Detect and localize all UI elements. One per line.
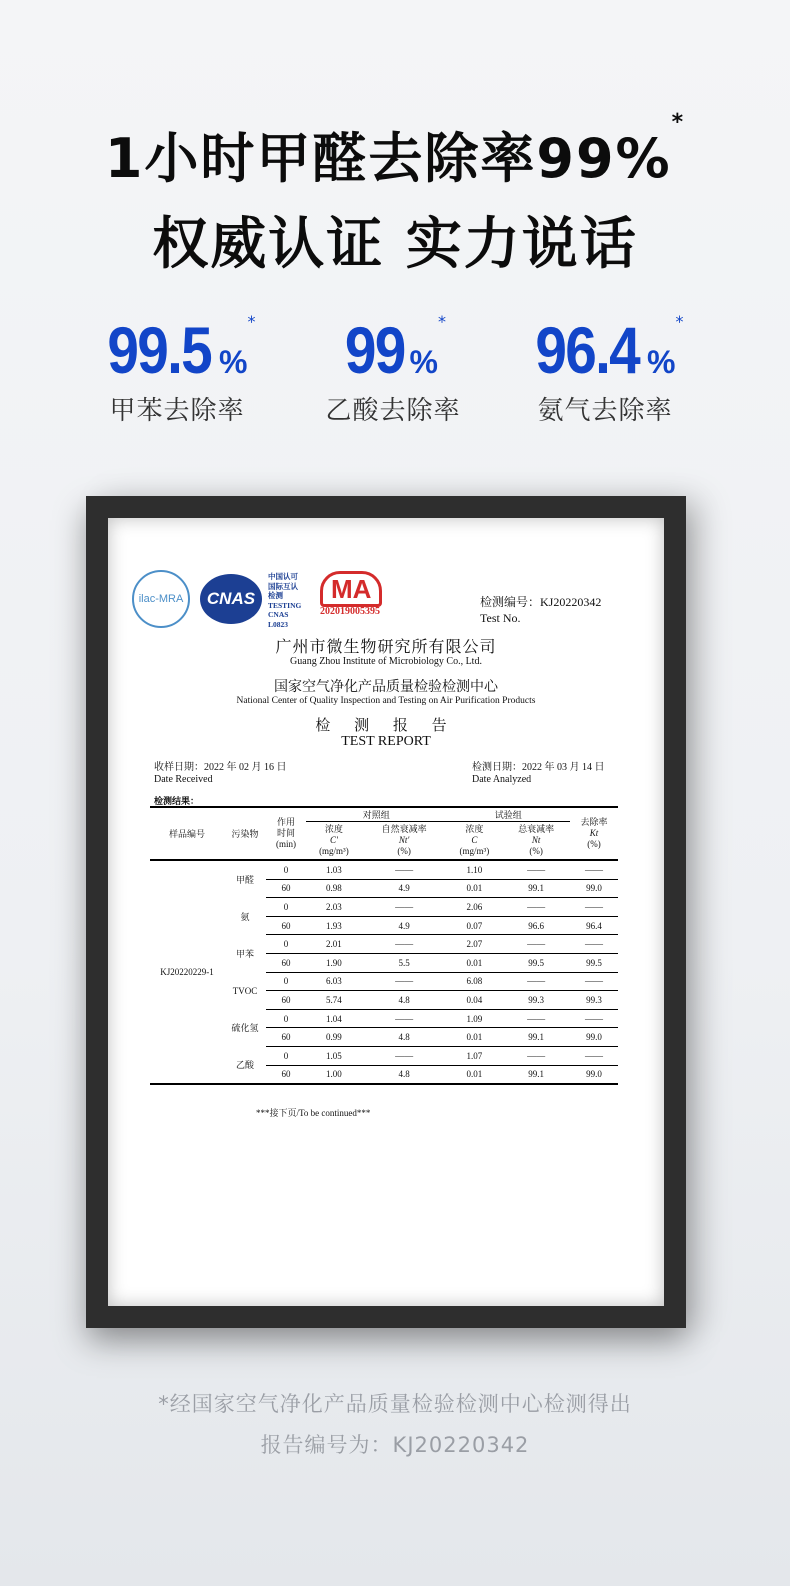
table-cell: —— xyxy=(362,898,447,917)
org-name-cn: 广州市微生物研究所有限公司 xyxy=(275,639,497,656)
header-sample: 样品编号 xyxy=(150,807,224,860)
table-cell: 2.01 xyxy=(306,935,362,954)
table-cell: 1.10 xyxy=(446,860,502,879)
headline-asterisk: * xyxy=(671,110,686,135)
table-cell: —— xyxy=(362,935,447,954)
table-cell: 60 xyxy=(266,953,306,972)
table-cell: —— xyxy=(502,898,570,917)
pollutant-cell: 甲醛 xyxy=(224,860,266,898)
table-cell: 99.5 xyxy=(570,953,618,972)
stat-mark: * xyxy=(437,312,446,331)
table-cell: 99.3 xyxy=(502,991,570,1010)
table-cell: —— xyxy=(570,1046,618,1065)
stat-label: 氨气去除率 xyxy=(537,396,673,426)
table-cell: 0 xyxy=(266,972,306,991)
stat-mark: * xyxy=(247,312,256,331)
table-cell: —— xyxy=(570,860,618,879)
stat-label: 乙酸去除率 xyxy=(325,396,461,426)
header-total-decay: 总衰减率 Nt (%) xyxy=(518,824,555,856)
pollutant-cell: 甲苯 xyxy=(235,948,254,959)
table-cell: 60 xyxy=(266,1065,306,1084)
table-cell: —— xyxy=(570,972,618,991)
table-cell: —— xyxy=(362,860,447,879)
table-cell: —— xyxy=(502,1009,570,1028)
date-analyzed: 检测日期：2022 年 03 月 14 日 Date Analyzed xyxy=(472,762,605,785)
cma-registration: 202019005395 xyxy=(320,606,380,617)
table-cell: 0.04 xyxy=(446,991,502,1010)
table-header-groups xyxy=(150,807,618,822)
table-cell: 99.1 xyxy=(502,1065,570,1084)
table-cell: 60 xyxy=(266,1028,306,1047)
stat-value: 99.5 xyxy=(106,313,211,387)
stat-label: 甲苯去除率 xyxy=(109,396,245,426)
header-natural-decay: 自然衰减率 Nt' (%) xyxy=(381,824,427,856)
table-cell: 99.1 xyxy=(502,879,570,898)
stat-unit: % xyxy=(219,344,248,380)
table-cell: 0 xyxy=(266,898,306,917)
report-title-en: TEST REPORT xyxy=(341,734,431,749)
table-cell: 96.6 xyxy=(502,916,570,935)
table-row xyxy=(150,860,618,879)
table-cell: 60 xyxy=(266,879,306,898)
results-table xyxy=(150,806,618,1085)
header-test-group: 试验组 xyxy=(446,807,570,822)
pollutant-cell: 氨 xyxy=(240,911,250,922)
table-cell: 2.06 xyxy=(446,898,502,917)
headline-line1: 1小时甲醛去除率99%* xyxy=(104,110,686,190)
stat-unit: % xyxy=(409,344,438,380)
header-control-group: 对照组 xyxy=(306,807,446,822)
table-cell: 5.5 xyxy=(362,953,447,972)
table-cell: 0.07 xyxy=(446,916,502,935)
ilac-mra-logo: ilac-MRA xyxy=(132,570,190,628)
table-cell: 0 xyxy=(266,860,306,879)
report-number: 检测编号：KJ20220342 Test No. xyxy=(480,595,602,625)
stat-toluene xyxy=(52,312,302,427)
pollutant-cell: 乙酸 xyxy=(224,1046,266,1084)
table-cell: 0.99 xyxy=(306,1028,362,1047)
table-cell: —— xyxy=(362,972,447,991)
table-cell: 1.09 xyxy=(446,1009,502,1028)
table-cell: 0.01 xyxy=(446,879,502,898)
table-cell: 4.8 xyxy=(362,1065,447,1084)
test-report-document xyxy=(108,518,664,1306)
cma-logo xyxy=(320,574,382,617)
cnas-caption: 中国认可 国际互认 检测 TESTING CNAS L0823 xyxy=(268,572,302,629)
table-cell: 99.3 xyxy=(570,991,618,1010)
pollutant-cell: TVOC xyxy=(232,985,258,996)
table-cell: 99.0 xyxy=(570,1028,618,1047)
stat-value: 96.4 xyxy=(534,313,639,387)
table-cell: —— xyxy=(502,1046,570,1065)
table-cell: 4.8 xyxy=(362,991,447,1010)
table-cell: —— xyxy=(570,1009,618,1028)
header-removal: 去除率 Kt (%) xyxy=(570,807,618,860)
table-cell: 1.90 xyxy=(306,953,362,972)
stat-value: 99 xyxy=(344,313,405,387)
pollutant-cell: 硫化氢 xyxy=(231,1023,259,1034)
table-cell: 1.04 xyxy=(306,1009,362,1028)
table-cell: 0 xyxy=(266,1009,306,1028)
footnote-report-number: 报告编号为：KJ20220342 xyxy=(260,1433,530,1457)
picture-frame xyxy=(86,496,686,1328)
table-cell: 6.03 xyxy=(306,972,362,991)
report-title-cn: 检 测 报 告 xyxy=(315,718,457,734)
table-cell: 0 xyxy=(266,1046,306,1065)
table-cell: 4.9 xyxy=(362,879,447,898)
table-cell: 96.4 xyxy=(570,916,618,935)
table-cell: 99.0 xyxy=(570,1065,618,1084)
table-cell: 1.05 xyxy=(306,1046,362,1065)
footnote-source: *经国家空气净化产品质量检验检测中心检测得出 xyxy=(158,1392,632,1416)
table-cell: —— xyxy=(570,935,618,954)
table-cell: 60 xyxy=(266,991,306,1010)
table-cell: 5.74 xyxy=(306,991,362,1010)
table-cell: 0.01 xyxy=(446,1028,502,1047)
table-cell: 1.00 xyxy=(306,1065,362,1084)
table-cell: 2.03 xyxy=(306,898,362,917)
header-test-conc: 浓度 C (mg/m³) xyxy=(459,824,490,856)
cma-mark: MA xyxy=(320,571,382,607)
headline-line2: 权威认证 实力说话 xyxy=(152,212,638,277)
center-name-cn: 国家空气净化产品质量检验检测中心 xyxy=(274,680,498,695)
table-cell: 1.03 xyxy=(306,860,362,879)
table-cell: —— xyxy=(362,1009,447,1028)
header-time: 作用 时间 (min) xyxy=(266,807,306,860)
table-cell: 0.01 xyxy=(446,1065,502,1084)
date-received: 收样日期：2022 年 02 月 16 日 Date Received xyxy=(154,762,287,785)
continued-note: ***接下页/To be continued*** xyxy=(256,1108,371,1118)
table-cell: 99.5 xyxy=(502,953,570,972)
header-control-conc: 浓度 C' (mg/m³) xyxy=(319,824,349,856)
results-label: 检测结果： xyxy=(154,796,200,806)
sample-id-cell: KJ20220229-1 xyxy=(150,860,224,1084)
table-cell: 4.8 xyxy=(362,1028,447,1047)
table-cell: 99.0 xyxy=(570,879,618,898)
table-cell: 4.9 xyxy=(362,916,447,935)
table-cell: —— xyxy=(502,935,570,954)
table-cell: 2.07 xyxy=(446,935,502,954)
table-cell: 60 xyxy=(266,916,306,935)
center-name-en: National Center of Quality Inspection and Testing on Air Purification Products xyxy=(236,696,536,706)
table-cell: 0.98 xyxy=(306,879,362,898)
table-cell: —— xyxy=(502,972,570,991)
cnas-logo: CNAS xyxy=(200,574,262,624)
stat-ammonia xyxy=(480,312,730,427)
table-cell: 0 xyxy=(266,935,306,954)
table-cell: —— xyxy=(502,860,570,879)
table-cell: —— xyxy=(570,898,618,917)
table-cell: 0.01 xyxy=(446,953,502,972)
results-table-body xyxy=(150,860,618,1084)
stat-unit: % xyxy=(647,344,676,380)
table-cell: 1.07 xyxy=(446,1046,502,1065)
table-cell: 6.08 xyxy=(446,972,502,991)
org-name-en: Guang Zhou Institute of Microbiology Co., Ltd. xyxy=(290,656,482,667)
header-pollutant: 污染物 xyxy=(224,807,266,860)
stat-mark: * xyxy=(675,312,684,331)
table-cell: —— xyxy=(362,1046,447,1065)
table-cell: 1.93 xyxy=(306,916,362,935)
table-cell: 99.1 xyxy=(502,1028,570,1047)
